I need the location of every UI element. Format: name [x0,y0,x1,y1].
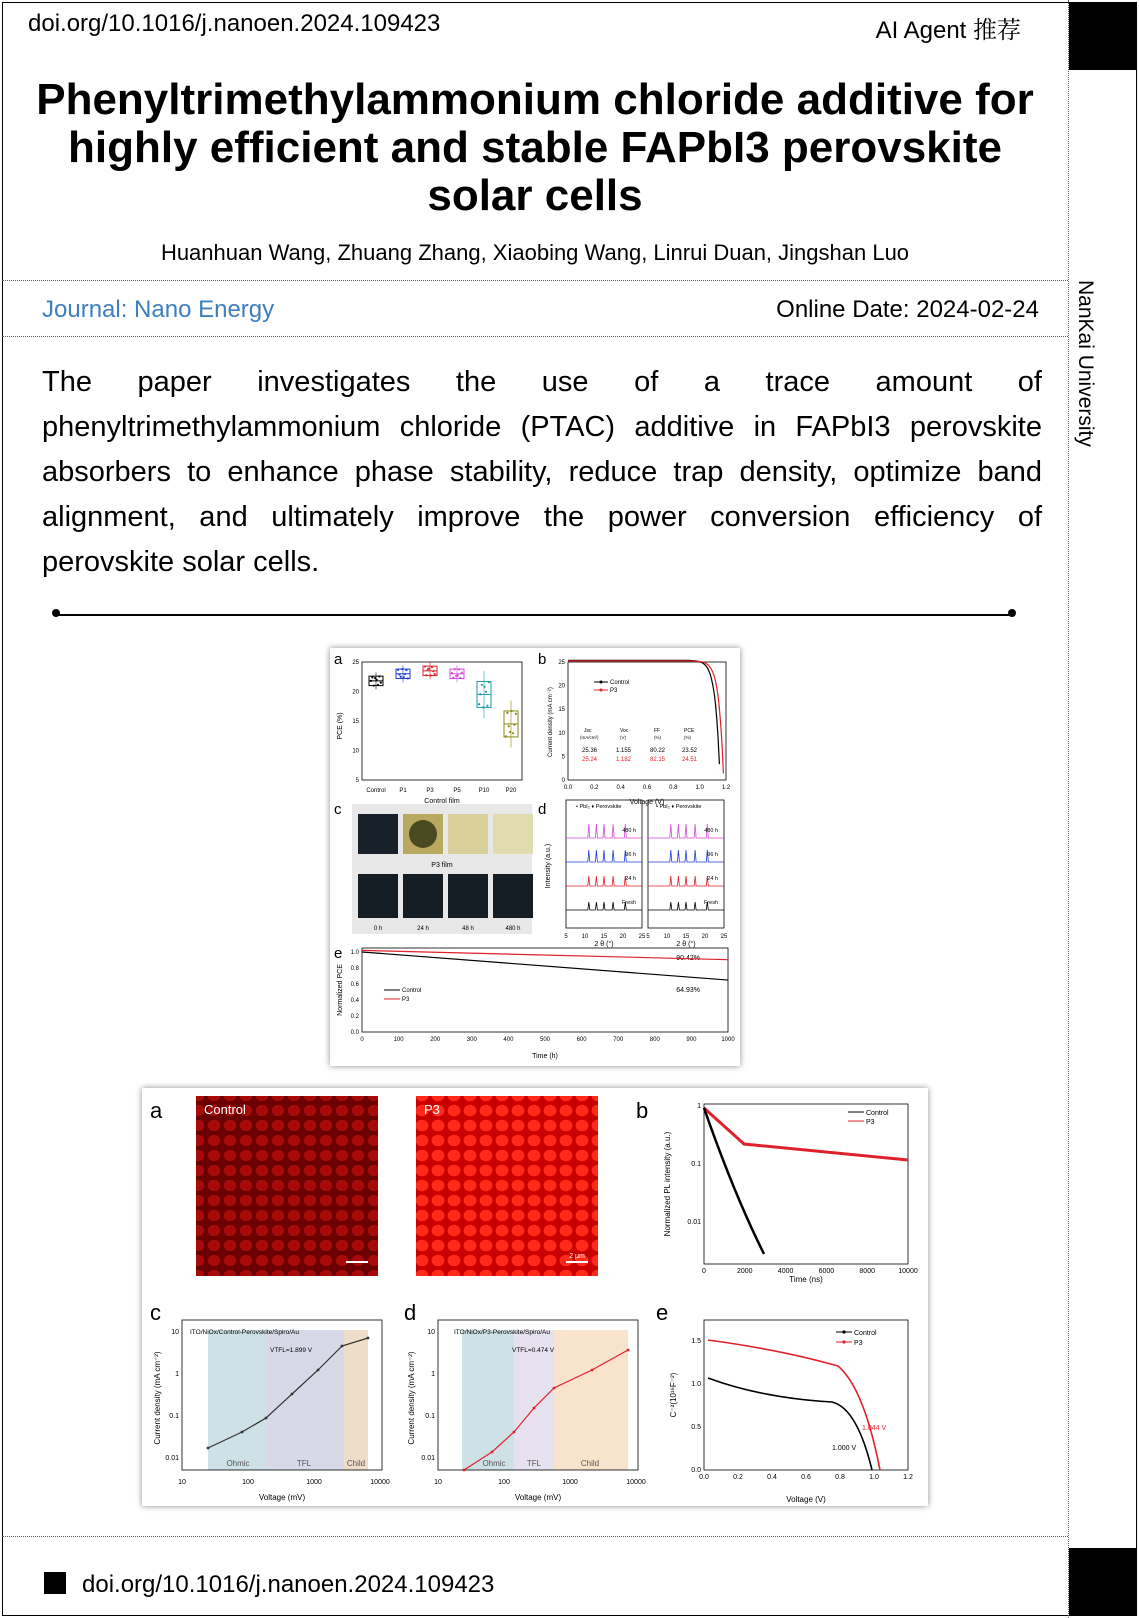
fig1a-point [430,674,432,676]
fig1d-trace-label: 96 h [625,852,636,858]
paper-authors: Huanhuan Wang, Zhuang Zhang, Xiaobing Wang, Linrui Duan, Jingshan Luo [160,240,910,265]
fig1a-xtick: P1 [399,788,407,794]
fig2b-ylabel: Normalized PL intensity (a.u.) [663,1131,672,1237]
fig1e-xtick: 0 [360,1037,364,1043]
fig2e-ytick: 1.5 [691,1338,701,1345]
fig1e-control-line [362,952,728,980]
fig1-panel-d-xrd [545,800,728,948]
fig1a-point [374,677,376,679]
fig1d-trace-label: 24 h [625,876,636,882]
fig1e-ylabel: Normalized PCE [337,964,344,1016]
fig2d-title: ITO/NiOx/P3-Perovskite/Spiro/Au [454,1329,550,1336]
fig1e-ytick: 0.6 [350,982,359,989]
fig1d-trace-label: 24 h [707,876,718,882]
fig1a-point [482,706,484,708]
fig1d-trace-label: Fresh [621,900,636,906]
fig1d-xtick: 5 [646,934,650,940]
fig1a-point [373,684,375,686]
fig1a-point [509,731,511,733]
fig2b-xtick: 10000 [898,1268,918,1275]
fig1a-point [452,677,454,679]
fig2b-ytick: 1 [697,1103,701,1110]
fig2e-ytick: 0.0 [691,1467,701,1474]
fig2e-xtick: 0.6 [801,1474,811,1481]
fig1e-xtick: 100 [393,1037,404,1043]
fig1b-legend-p3: P3 [610,688,618,694]
fig1b-ytick: 20 [558,683,565,690]
fig2c-ylabel: Current density (mA cm⁻²) [153,1351,162,1445]
fig2c-vtfl: VTFL=1.899 V [270,1347,313,1354]
fig2b-xtick: 2000 [737,1268,753,1275]
fig1a-xtick: P5 [453,788,461,794]
corner-block-top [1069,2,1137,70]
fig1a-point [484,686,486,688]
fig2c-ytick: 0.1 [169,1413,179,1420]
corner-block-bottom [1069,1548,1137,1616]
fig1a-point [400,676,402,678]
fig1b-xlabel: Voltage (V) [629,799,665,806]
fig1a-point [434,673,436,675]
fig1c-time-1: 24 h [417,926,429,932]
fig2c-region-tfl: TFL [296,1459,312,1468]
fig1-panel-label-e: e [334,945,343,962]
fig1a-ytick: 20 [352,689,359,696]
fig2e-xlabel: Voltage (V) [786,1495,826,1504]
fig1e-xtick: 700 [613,1037,624,1043]
fig2-panel-label-d: d [404,1300,417,1325]
fig1a-xtick: Control [366,788,386,794]
fig1c-time-2: 48 h [462,926,474,932]
fig1b-th-ff: FF [654,728,661,734]
fig1e-control-final: 64.93% [676,987,700,994]
fig1d-trace-label: Fresh [703,900,718,906]
fig2d-ylabel: Current density (mA cm⁻²) [407,1351,416,1445]
fig1b-ylabel: Current density (mA cm⁻²) [548,687,554,757]
fig2-panel-c-sclc-control [153,1320,390,1502]
fig2e-control-curve [708,1378,872,1470]
fig2e-p3-vbi: 1.044 V [862,1425,887,1432]
fig2e-xtick: 0.2 [733,1474,743,1481]
fig1b-ctrl-jsc: 25.36 [582,748,598,754]
fig1b-p3-pce: 24.51 [682,757,698,763]
fig2c-ytick: 0.01 [165,1455,179,1462]
fig2c-xtick: 10000 [370,1479,390,1486]
fig1-panel-b-jv-curve [548,660,731,806]
fig1b-xtick: 1.2 [721,785,731,791]
fig1d-xtick: 25 [638,934,646,940]
fig2d-ytick: 0.1 [425,1413,435,1420]
fig1a-point [512,732,514,734]
fig2b-control-decay [704,1108,764,1254]
fig2c-xtick: 100 [242,1479,254,1486]
fig2-panel-label-b: b [636,1098,649,1123]
fig1d-xtick: 20 [701,934,709,940]
fig2b-legend-control: Control [866,1110,889,1117]
fig2-panel-b-trpl [663,1103,918,1284]
fig1a-point [401,668,403,670]
fig1b-tu-voc: (V) [620,735,626,740]
fig2e-ytick: 1.0 [691,1381,701,1388]
fig1d-trace-label: 480 h [622,828,636,834]
fig1a-point [380,682,382,684]
fig1d-xtick: 20 [619,934,627,940]
fig1d-xtick: 25 [720,934,728,940]
abstract-text: The paper investigates the use of a trace amount of phenyltrimethylammonium chloride (PTAC) additive in FAPbI3 perovskite absorbers to enhance phase stability, reduce trap density, optimize band alignment, and ultimately improve the power conversion efficiency of perovskite solar cells. [42,366,1042,578]
fig1c-time-3: 480 h [505,926,521,932]
fig1d-legend-right: • PbI₂ ♦ Perovskite [656,804,702,810]
fig1e-xtick: 400 [503,1037,514,1043]
fig2-panel-d-sclc-p3 [407,1320,646,1502]
divider-dot-left [52,609,60,617]
fig2c-xlabel: Voltage (mV) [258,1493,306,1502]
fig1b-p3-jsc: 25.24 [582,757,598,763]
fig1-panel-e-stability [337,948,735,1060]
journal-name[interactable]: Journal: Nano Energy [42,296,275,323]
fig2b-xtick: 8000 [859,1268,875,1275]
fig1d-xtick: 10 [663,934,671,940]
paper-title: Phenyltrimethylammonium chloride additive for highly efficient and stable FAPbI3 perovskite solar cells [36,75,1034,220]
fig2c-title: ITO/NiOx/Control-Perovskite/Spiro/Au [190,1329,299,1336]
fig1a-ylabel: PCE (%) [337,712,344,740]
fig1d-xtick: 10 [581,934,589,940]
fig2e-xtick: 0.8 [835,1474,845,1481]
fig1e-ytick: 0.0 [350,1030,359,1036]
fig2c-region-ohmic: Ohmic [226,1459,250,1468]
fig2c-region-child: Child [346,1459,366,1468]
fig2e-xtick: 0.0 [699,1474,709,1481]
fig1a-xtick: P3 [426,788,434,794]
figure-2 [142,1088,928,1506]
fig1-panel-label-b: b [538,651,547,668]
fig1b-ytick: 10 [558,730,565,737]
divider-dotted-2 [2,336,1068,337]
fig1a-point [407,677,409,679]
fig2c-xtick: 1000 [306,1479,322,1486]
fig1b-ctrl-pce: 23.52 [682,748,698,754]
fig1a-point [479,693,481,695]
fig1d-xtick: 15 [682,934,690,940]
figure-1-svg [330,648,740,1066]
fig1b-p3-voc: 1.182 [616,757,632,763]
fig1c-control-label: Control film [424,798,460,805]
fig1b-xtick: 1.0 [695,785,704,791]
fig1b-ytick: 0 [561,778,565,784]
fig1e-xtick: 1000 [721,1037,735,1043]
section-divider [56,614,1014,616]
fig1c-p3-label: P3 film [431,862,453,869]
fig1e-xtick: 200 [430,1037,441,1043]
fig1a-point [478,703,480,705]
fig1a-point [458,668,460,670]
fig1b-ytick: 15 [558,707,565,714]
fig1b-th-voc: Voc [620,728,629,734]
fig2c-xtick: 10 [178,1479,186,1486]
fig1b-ytick: 5 [561,754,565,761]
fig1a-ytick: 10 [352,748,359,755]
fig2d-region-tfl: TFL [526,1459,542,1468]
fig1a-point [432,670,434,672]
fig2c-ytick: 10 [171,1329,179,1336]
fig2e-xtick: 1.0 [869,1474,879,1481]
fig2e-xtick: 1.2 [903,1474,913,1481]
figure-1 [330,648,740,1066]
affiliation-vertical [1071,280,1099,520]
divider-dotted-1 [2,280,1068,281]
fig2d-xlabel: Voltage (mV) [514,1493,562,1502]
fig2d-vtfl: VTFL=0.474 V [512,1347,555,1354]
divider-dotted-bottom [2,1536,1068,1537]
fig1-panel-a-pce-boxplot [337,660,522,794]
fig2-panel-e-mott-schottky [669,1320,913,1504]
fig2a-p3-pl-map [416,1096,598,1276]
fig1e-p3-final: 90.42% [676,955,700,962]
fig1-panel-label-c: c [334,801,342,818]
fig1b-th-pce: PCE [684,728,695,734]
online-date: Online Date: 2024-02-24 [776,296,1039,323]
fig1a-point [428,667,430,669]
fig1e-p3-line [362,950,728,959]
fig2-panel-label-a: a [150,1098,163,1123]
fig1-panel-label-a: a [334,651,343,668]
fig1a-point [431,666,433,668]
fig2e-ytick: 0.5 [691,1424,701,1431]
fig1-panel-label-d: d [538,801,547,818]
fig1a-xtick: P20 [505,788,517,794]
fig1a-point [486,705,488,707]
fig2d-xtick: 10000 [626,1479,646,1486]
fig1a-point [459,677,461,679]
fig1a-point [481,684,483,686]
fig2e-legend-control: Control [854,1330,877,1337]
fig1e-ytick: 0.4 [350,998,359,1005]
fig1b-ytick: 25 [558,660,565,666]
fig1a-point [488,681,490,683]
fig2e-xtick: 0.4 [767,1474,777,1481]
fig1a-point [397,669,399,671]
fig2d-xtick: 10 [434,1479,442,1486]
fig1b-xtick: 0.4 [616,785,625,791]
fig2e-control-vbi: 1.000 V [832,1445,857,1452]
fig1e-ytick: 0.2 [350,1014,359,1021]
fig1e-xtick: 300 [466,1037,477,1043]
fig2d-xtick: 100 [498,1479,510,1486]
fig1a-point [405,669,407,671]
fig1a-point [424,665,426,667]
fig1b-xtick: 0.6 [642,785,652,791]
fig2a-control-pl-map [196,1096,378,1276]
fig1b-tu-jsc: (mA/cm²) [580,735,599,740]
fig1a-xtick: P10 [478,788,490,794]
fig1a-point [511,710,513,712]
fig2b-xlabel: Time (ns) [789,1275,823,1284]
fig2d-ytick: 10 [427,1329,435,1336]
fig2d-ytick: 1 [431,1371,435,1378]
fig1a-point [506,712,508,714]
fig2b-xtick: 6000 [818,1268,835,1275]
fig1a-point [376,679,378,681]
fig2b-xtick: 4000 [777,1268,794,1275]
fig1b-legend-control: Control [610,680,630,686]
footer-square-icon [44,1572,66,1594]
fig1d-legend-left: • PbI₂ ♦ Perovskite [576,804,622,810]
doi-link-top[interactable]: doi.org/10.1016/j.nanoen.2024.109423 [28,10,441,37]
fig2d-region-ohmic: Ohmic [482,1459,506,1468]
fig1b-ctrl-ff: 80.22 [650,748,666,754]
fig1a-point [404,673,406,675]
fig1a-point [451,672,453,674]
fig1e-xtick: 600 [576,1037,587,1043]
fig1d-xtick: 5 [564,934,568,940]
fig1e-xtick: 800 [649,1037,660,1043]
fig1b-ctrl-voc: 1.155 [616,748,632,754]
fig2a-scalebar-label: 2 μm [569,1253,585,1260]
fig1e-legend-p3: P3 [402,997,410,1003]
fig1e-ytick: 0.8 [350,966,359,973]
affiliation-text: NanKai University [1074,280,1097,447]
fig1a-ytick: 5 [355,778,359,784]
fig2e-ylabel: C⁻²(10¹⁶F⁻²) [669,1372,678,1418]
fig2-panel-label-e: e [656,1300,669,1325]
right-margin-line [1068,0,1069,1618]
fig1-panel-c-film-photos [352,798,533,934]
fig1a-point [370,680,372,682]
fig1a-point [505,735,507,737]
fig1d-xtick: 15 [600,934,608,940]
fig1a-point [513,723,515,725]
fig1a-point [515,713,517,715]
fig1d-ylabel: Intensity (a.u.) [545,843,552,889]
fig2b-xtick: 0 [702,1268,706,1275]
fig1c-time-0: 0 h [373,926,383,932]
fig1a-point [425,674,427,676]
fig1a-point [457,674,459,676]
divider-dot-right [1008,609,1016,617]
doi-link-bottom[interactable]: doi.org/10.1016/j.nanoen.2024.109423 [82,1571,495,1598]
figure-2-svg [142,1088,928,1506]
fig1e-ytick: 1.0 [350,950,359,957]
fig2a-control-label: Control [204,1102,246,1117]
fig1a-point [398,673,400,675]
fig1b-xtick: 0.8 [669,785,678,791]
fig1e-xtick: 500 [539,1037,551,1043]
fig1b-p3-ff: 82.15 [650,757,666,763]
fig1a-point [371,676,373,678]
fig1b-tu-ff: (%) [654,735,661,740]
fig1a-point [485,691,487,693]
fig1a-point [454,668,456,670]
fig1a-ytick: 25 [352,660,359,666]
fig1b-tu-pce: (%) [684,735,691,740]
fig2b-ytick: 0.01 [687,1219,701,1226]
fig1b-xtick: 0.0 [563,785,573,791]
fig1a-point [508,725,510,727]
fig1d-trace-label: 480 h [704,828,718,834]
fig2d-ytick: 0.01 [421,1455,435,1462]
fig1a-point [461,672,463,674]
fig1e-legend-control: Control [402,988,422,994]
fig1d-xlabel-left: 2 θ (°) [594,941,614,948]
fig1e-xtick: 900 [686,1037,697,1043]
fig1e-xlabel: Time (h) [532,1053,558,1060]
fig1d-trace-label: 96 h [707,852,718,858]
fig1b-xtick: 0.2 [590,785,599,791]
fig1a-point [403,676,405,678]
fig2a-p3-label: P3 [424,1102,440,1117]
fig2-panel-label-c: c [150,1300,161,1325]
fig2b-ytick: 0.1 [691,1161,701,1168]
fig1d-xlabel-right: 2 θ (°) [676,941,696,948]
fig2b-legend-p3: P3 [866,1119,875,1126]
fig2d-xtick: 1000 [562,1479,578,1486]
fig1a-point [377,684,379,686]
fig1a-point [378,675,380,677]
fig2c-ytick: 1 [175,1371,179,1378]
fig1a-ytick: 15 [352,719,359,725]
agent-recommend-label: AI Agent 推荐 [875,17,1021,44]
fig2e-legend-p3: P3 [854,1340,863,1347]
fig2d-region-child: Child [580,1459,600,1468]
fig1b-th-jsc: Jsc [584,728,592,734]
